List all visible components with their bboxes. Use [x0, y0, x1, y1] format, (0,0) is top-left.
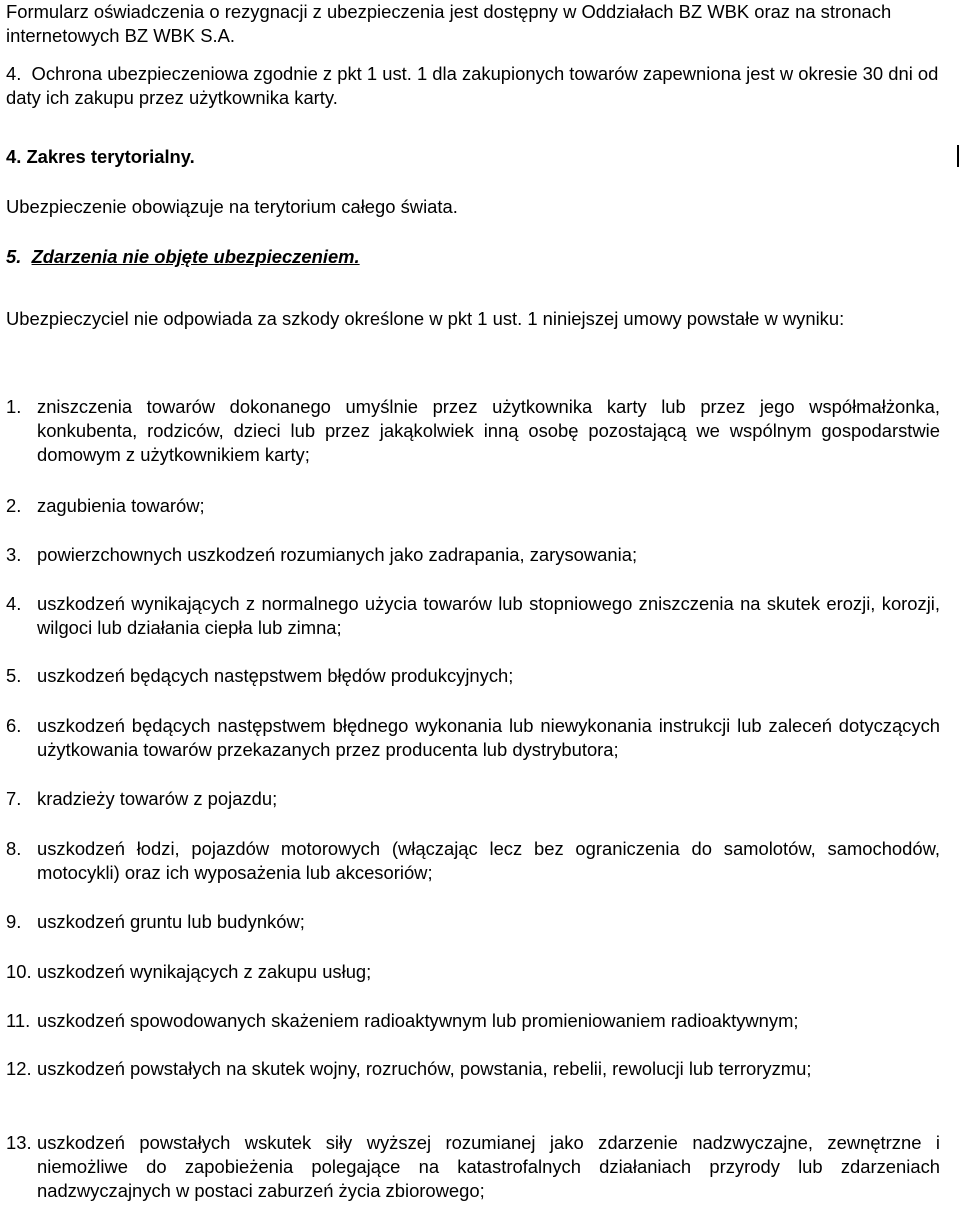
item-number: 13.	[6, 1132, 32, 1153]
exclusion-item-9	[6, 910, 940, 934]
item-text: uszkodzeń gruntu lub budynków;	[37, 911, 305, 932]
item-number: 5.	[6, 665, 22, 686]
exclusions-heading-number: 5.	[6, 246, 22, 267]
exclusion-item-8	[6, 837, 940, 885]
item-text: uszkodzeń powstałych wskutek siły wyższej rozumianej jako zdarzenie nadzwyczajne, zewnętrzne i niemożliwe do zapobieżenia polegające na katastrofalnych działaniach przyrody lub zdarzeniach nadzwyczajnych w postaci zaburzeń życia zbiorowego;	[37, 1132, 940, 1201]
item-number: 11.	[6, 1010, 31, 1031]
exclusion-item-10	[6, 960, 940, 984]
intro-paragraph: Formularz oświadczenia o rezygnacji z ubezpieczenia jest dostępny w Oddziałach BZ WBK oraz na stronach internetowych BZ WBK S.A.	[6, 1, 892, 46]
exclusion-item-1	[6, 395, 940, 467]
item-number: 8.	[6, 838, 22, 859]
item-number: 3.	[6, 544, 22, 565]
exclusions-intro: Ubezpieczyciel nie odpowiada za szkody określone w pkt 1 ust. 1 niniejszej umowy powstałe w wyniku:	[6, 308, 845, 329]
exclusions-heading-text: Zdarzenia nie objęte ubezpieczeniem.	[31, 246, 360, 267]
exclusion-item-7	[6, 787, 940, 811]
item-text: zniszczenia towarów dokonanego umyślnie przez użytkownika karty lub przez jego współmałżonka, konkubenta, rodziców, dzieci lub przez jakąkolwiek inną osobę pozostającą we wspólnym gospodarstwie domowym z użytkownikiem karty;	[37, 396, 940, 465]
item-text: uszkodzeń będących następstwem błędów produkcyjnych;	[37, 665, 514, 686]
item-text: uszkodzeń wynikających z zakupu usług;	[37, 961, 372, 982]
exclusion-item-4	[6, 592, 940, 640]
exclusion-item-12	[6, 1057, 940, 1081]
exclusion-item-13	[6, 1131, 940, 1203]
item-number: 4.	[6, 593, 22, 614]
territory-text: Ubezpieczenie obowiązuje na terytorium całego świata.	[6, 196, 458, 217]
item-text: uszkodzeń spowodowanych skażeniem radioaktywnym lub promieniowaniem radioaktywnym;	[37, 1010, 799, 1031]
item-number: 7.	[6, 788, 22, 809]
exclusion-item-11	[6, 1009, 940, 1033]
exclusion-item-3	[6, 543, 940, 567]
item-number: 10.	[6, 961, 32, 982]
item-text: uszkodzeń łodzi, pojazdów motorowych (włączając lecz bez ograniczenia do samolotów, samochodów, motocykli) oraz ich wyposażenia lub akcesoriów;	[37, 838, 940, 883]
exclusions-heading	[6, 245, 940, 269]
protection-period-paragraph: 4. Ochrona ubezpieczeniowa zgodnie z pkt 1 ust. 1 dla zakupionych towarów zapewniona jest w okresie 30 dni od daty ich zakupu przez użytkownika karty.	[6, 63, 939, 108]
item-number: 6.	[6, 715, 22, 736]
item-number: 9.	[6, 911, 22, 932]
text-cursor	[957, 145, 959, 167]
item-number: 2.	[6, 495, 22, 516]
item-number: 12.	[6, 1058, 32, 1079]
item-text: zagubienia towarów;	[37, 495, 205, 516]
item-text: uszkodzeń będących następstwem błędnego wykonania lub niewykonania instrukcji lub zaleceń dotyczących użytkowania towarów przekazanych przez producenta lub dystrybutora;	[37, 715, 940, 760]
exclusion-item-2	[6, 494, 940, 518]
item-text: powierzchownych uszkodzeń rozumianych jako zadrapania, zarysowania;	[37, 544, 638, 565]
exclusion-item-5	[6, 664, 940, 688]
item-text: uszkodzeń powstałych na skutek wojny, rozruchów, powstania, rebelii, rewolucji lub terroryzmu;	[37, 1058, 812, 1079]
item-number: 1.	[6, 396, 22, 417]
exclusion-item-6	[6, 714, 940, 762]
item-text: uszkodzeń wynikających z normalnego użycia towarów lub stopniowego zniszczenia na skutek erozji, korozji, wilgoci lub działania ciepła lub zimna;	[37, 593, 940, 638]
territory-heading: 4. Zakres terytorialny.	[6, 146, 195, 167]
item-text: kradzieży towarów z pojazdu;	[37, 788, 278, 809]
